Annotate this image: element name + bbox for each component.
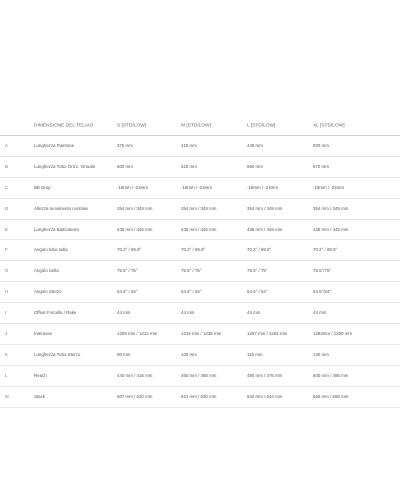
row-letter: M xyxy=(5,393,9,399)
row-letter: I xyxy=(5,309,7,315)
table-row xyxy=(0,345,400,366)
table-row xyxy=(0,303,400,324)
row-letter: J xyxy=(5,330,8,336)
row-value-l: -19mm / -24mm xyxy=(247,184,278,190)
row-dimension-name: Angolo tubo sella xyxy=(34,247,68,253)
table-row xyxy=(0,324,400,345)
row-value-xl: 70.2° / 69.8° xyxy=(313,247,338,253)
row-value-xl: 130 mm xyxy=(313,351,329,357)
row-dimension-name: Offset Forcella / Rake xyxy=(34,309,77,315)
row-dimension-name: Lunghezza Tubo Orizz. Virtuale xyxy=(34,163,96,169)
table-row xyxy=(0,157,400,178)
row-dimension-name: Interasse xyxy=(34,330,53,336)
row-value-m: 354 mm / 349 mm xyxy=(181,205,217,211)
row-value-s: 354 mm / 349 mm xyxy=(117,205,153,211)
row-value-l: 354 mm / 349 mm xyxy=(247,205,283,211)
row-dimension-name: Altezza movimento centrale xyxy=(34,205,88,211)
row-value-l: 650 mm xyxy=(247,163,263,169)
table-row xyxy=(0,261,400,282)
row-value-m: 64.5° / 64° xyxy=(181,288,202,294)
row-dimension-name: Lunghezza Batticatena xyxy=(34,226,79,232)
row-value-l: 70.2° / 69.8° xyxy=(247,247,272,253)
table-body xyxy=(0,136,400,408)
row-value-s: -19mm / -24mm xyxy=(117,184,148,190)
row-value-s: 1208 mm / 1213 mm xyxy=(117,330,158,336)
header-size-l: L [STD/LOW] xyxy=(247,123,276,129)
row-value-m: 460 mm / 456 mm xyxy=(181,372,217,378)
row-dimension-name: Lunghezza Tubo Sterzo xyxy=(34,351,81,357)
row-value-xl: 435 mm / 445 mm xyxy=(313,226,349,232)
row-value-s: 607 mm / 620 mm xyxy=(117,393,153,399)
row-letter: C xyxy=(5,184,9,190)
row-value-l: 1257 mm / 1264 mm xyxy=(247,330,288,336)
row-dimension-name: Angolo Sella xyxy=(34,268,59,274)
table-row xyxy=(0,366,400,387)
row-value-s: 70.2° / 69.8° xyxy=(117,247,142,253)
row-dimension-name: BB Drop xyxy=(34,184,51,190)
row-value-l: 44 mm xyxy=(247,309,261,315)
row-value-m: 100 mm xyxy=(181,351,197,357)
row-value-s: 64.5° / 64° xyxy=(117,288,138,294)
geometry-table xyxy=(0,118,400,408)
table-header xyxy=(0,118,400,136)
row-letter: G xyxy=(5,268,9,274)
table-row xyxy=(0,220,400,241)
row-value-m: 435 mm / 445 mm xyxy=(181,226,217,232)
row-letter: E xyxy=(5,226,8,232)
row-value-m: 1216 mm / 1238 mm xyxy=(181,330,222,336)
row-letter: A xyxy=(5,142,8,148)
header-size-xl: XL [STD/LOW] xyxy=(313,123,345,129)
row-value-l: 115 mm xyxy=(247,351,263,357)
row-value-m: 75.5° / 75° xyxy=(181,268,202,274)
row-value-xl: 75.5°/75° xyxy=(313,268,332,274)
header-size-m: M [STD/LOW] xyxy=(181,123,211,129)
row-value-l: 445 mm xyxy=(247,142,263,148)
row-value-l: 634 mm / 644 mm xyxy=(247,393,283,399)
row-letter: H xyxy=(5,288,9,294)
row-letter: B xyxy=(5,163,8,169)
row-value-m: 620 mm xyxy=(181,163,197,169)
row-letter: L xyxy=(5,372,8,378)
row-dimension-name: Angolo Sterzo xyxy=(34,288,62,294)
row-value-m: 44 mm xyxy=(181,309,195,315)
row-value-m: -19mm / -24mm xyxy=(181,184,212,190)
table-row xyxy=(0,240,400,261)
row-value-l: 435 mm / 445 mm xyxy=(247,226,283,232)
row-value-l: 75.5° / 75° xyxy=(247,268,268,274)
row-value-xl: 354 mm / 349 mm xyxy=(313,205,349,211)
row-value-s: 75.5° / 75° xyxy=(117,268,138,274)
row-value-xl: 1283mm / 1290 mm xyxy=(313,330,353,336)
table-row xyxy=(0,387,400,408)
table-row xyxy=(0,282,400,303)
row-value-l: 480 mm / 476 mm xyxy=(247,372,283,378)
row-value-s: 435 mm / 445 mm xyxy=(117,226,153,232)
row-value-s: 600 mm xyxy=(117,163,133,169)
row-value-s: 375 mm xyxy=(117,142,133,148)
row-dimension-name: Stack xyxy=(34,393,45,399)
table-row xyxy=(0,199,400,220)
table-row xyxy=(0,136,400,157)
row-value-xl: 64.5°/64° xyxy=(313,288,332,294)
row-value-xl: 44 mm xyxy=(313,309,327,315)
row-value-xl: -19mm / -24mm xyxy=(313,184,344,190)
row-value-m: 415 mm xyxy=(181,142,197,148)
header-dimension: DIMENSIONE DEL TELAIO xyxy=(34,123,94,129)
row-value-xl: 670 mm xyxy=(313,163,329,169)
row-value-s: 44 mm xyxy=(117,309,131,315)
row-value-m: 70.2° / 69.8° xyxy=(181,247,206,253)
row-value-l: 64.5° / 64° xyxy=(247,288,268,294)
row-letter: K xyxy=(5,351,8,357)
row-value-s: 90 mm xyxy=(117,351,131,357)
row-letter: D xyxy=(5,205,9,211)
row-value-m: 621 mm / 630 mm xyxy=(181,393,217,399)
header-size-s: S [STD/LOW] xyxy=(117,123,147,129)
row-value-xl: 500 mm / 495 mm xyxy=(313,372,349,378)
row-value-xl: 655 mm / 658 mm xyxy=(313,393,349,399)
row-letter: F xyxy=(5,247,8,253)
row-dimension-name: Reach xyxy=(34,372,47,378)
row-value-xl: 500 mm xyxy=(313,142,329,148)
row-value-s: 440 mm / 416 mm xyxy=(117,372,153,378)
row-dimension-name: Lunghezza Piantone xyxy=(34,142,75,148)
table-row xyxy=(0,178,400,199)
